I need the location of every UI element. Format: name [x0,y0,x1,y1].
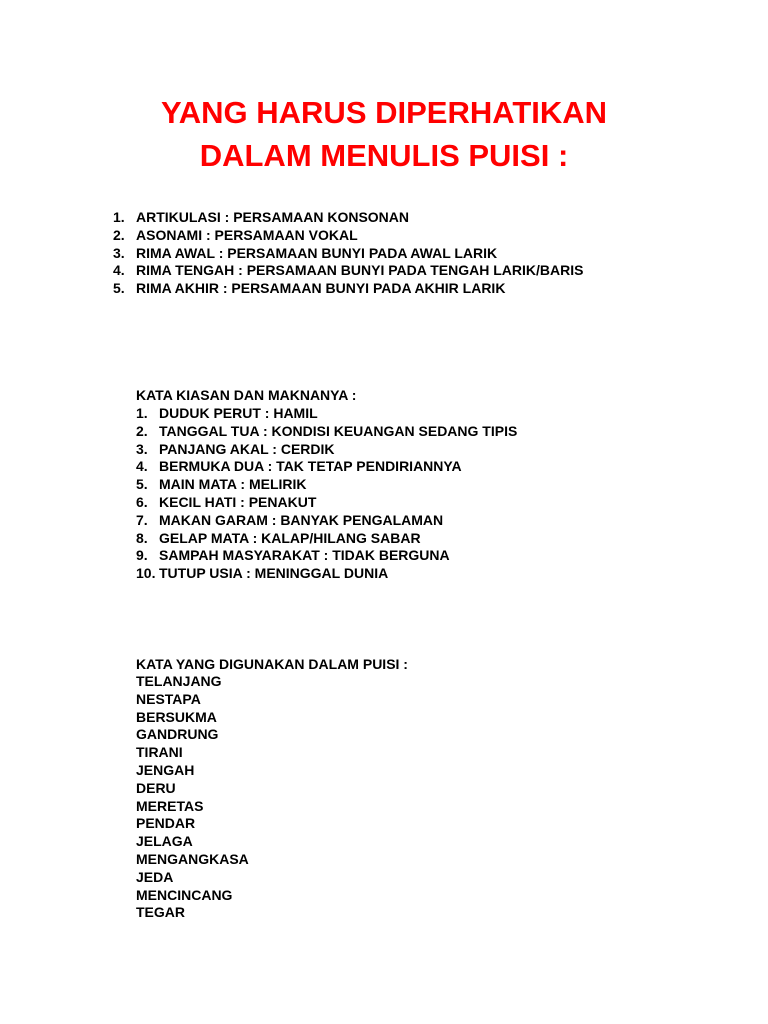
list-item-number: 5. [113,280,125,297]
list-item-number: 1. [113,209,125,225]
list-item-text: ASONAMI : PERSAMAAN VOKAL [136,226,358,243]
word-item: DERU [136,779,176,796]
title-line-2: DALAM MENULIS PUISI : [199,138,569,173]
list-item-text: DUDUK PERUT : HAMIL [159,405,318,421]
list-item [136,441,517,459]
list-item [136,494,517,512]
list-item-number: 3. [113,244,125,261]
list-item [136,476,517,494]
word-item: GANDRUNG [136,726,219,743]
list-item-number: 2. [113,226,125,243]
list-item [136,423,517,441]
list-item-number: 5. [136,476,148,493]
list-item-text: RIMA AKHIR : PERSAMAAN BUNYI PADA AKHIR LARIK [136,280,506,297]
word-item: TELANJANG [136,673,222,689]
word-item: MERETAS [136,797,204,814]
title-line-1: YANG HARUS DIPERHATIKAN [160,95,608,130]
word-item: NESTAPA [136,690,201,707]
figurative-words-heading: KATA KIASAN DAN MAKNANYA : [136,387,357,403]
list-item [113,262,583,280]
list-item [113,245,583,263]
poetry-words-heading: KATA YANG DIGUNAKAN DALAM PUISI : [136,656,408,672]
list-item-text: RIMA AWAL : PERSAMAAN BUNYI PADA AWAL LARIK [136,244,498,261]
word-item: TEGAR [136,904,185,921]
list-item-text: MAKAN GARAM : BANYAK PENGALAMAN [159,511,444,528]
word-item: TIRANI [136,744,183,761]
list-item-text: PANJANG AKAL : CERDIK [159,440,335,457]
list-item-text: TANGGAL TUA : KONDISI KEUANGAN SEDANG TIPIS [159,422,518,439]
list-item-text: BERMUKA DUA : TAK TETAP PENDIRIANNYA [159,458,462,475]
list-item-text: MAIN MATA : MELIRIK [159,476,307,493]
list-item [136,547,517,565]
list-item-text: SAMPAH MASYARAKAT : TIDAK BERGUNA [159,547,450,564]
list-item-number: 7. [136,511,148,528]
list-item-text: GELAP MATA : KALAP/HILANG SABAR [159,529,421,546]
list-item-number: 4. [136,458,148,475]
word-item: BERSUKMA [136,708,217,725]
page-title [0,91,768,177]
word-item: MENCINCANG [136,886,233,903]
rhyme-rules-list [113,209,583,298]
word-item: JELAGA [136,833,193,850]
list-item [136,458,517,476]
list-item-number: 8. [136,529,148,546]
list-item-text: KECIL HATI : PENAKUT [159,493,317,510]
list-item [136,530,517,548]
poetry-words-list [136,673,249,922]
list-item-number: 1. [136,405,148,421]
list-item [113,280,583,298]
list-item-text: ARTIKULASI : PERSAMAAN KONSONAN [136,209,409,225]
list-item [113,209,583,227]
list-item-number: 9. [136,547,148,564]
list-item [136,512,517,530]
list-item-number: 6. [136,493,148,510]
list-item-number: 4. [113,262,125,279]
list-item-number: 3. [136,440,148,457]
word-item: PENDAR [136,815,196,832]
list-item-number: 2. [136,422,148,439]
list-item [136,565,517,583]
list-item [113,227,583,245]
word-item: MENGANGKASA [136,850,249,867]
word-item: JEDA [136,868,174,885]
list-item-text: TUTUP USIA : MENINGGAL DUNIA [159,565,389,582]
figurative-words-list [136,405,517,583]
word-item: JENGAH [136,761,195,778]
list-item-number: 10. [136,565,156,582]
list-item-text: RIMA TENGAH : PERSAMAAN BUNYI PADA TENGAH LARIK/BARIS [136,262,584,279]
list-item [136,405,517,423]
